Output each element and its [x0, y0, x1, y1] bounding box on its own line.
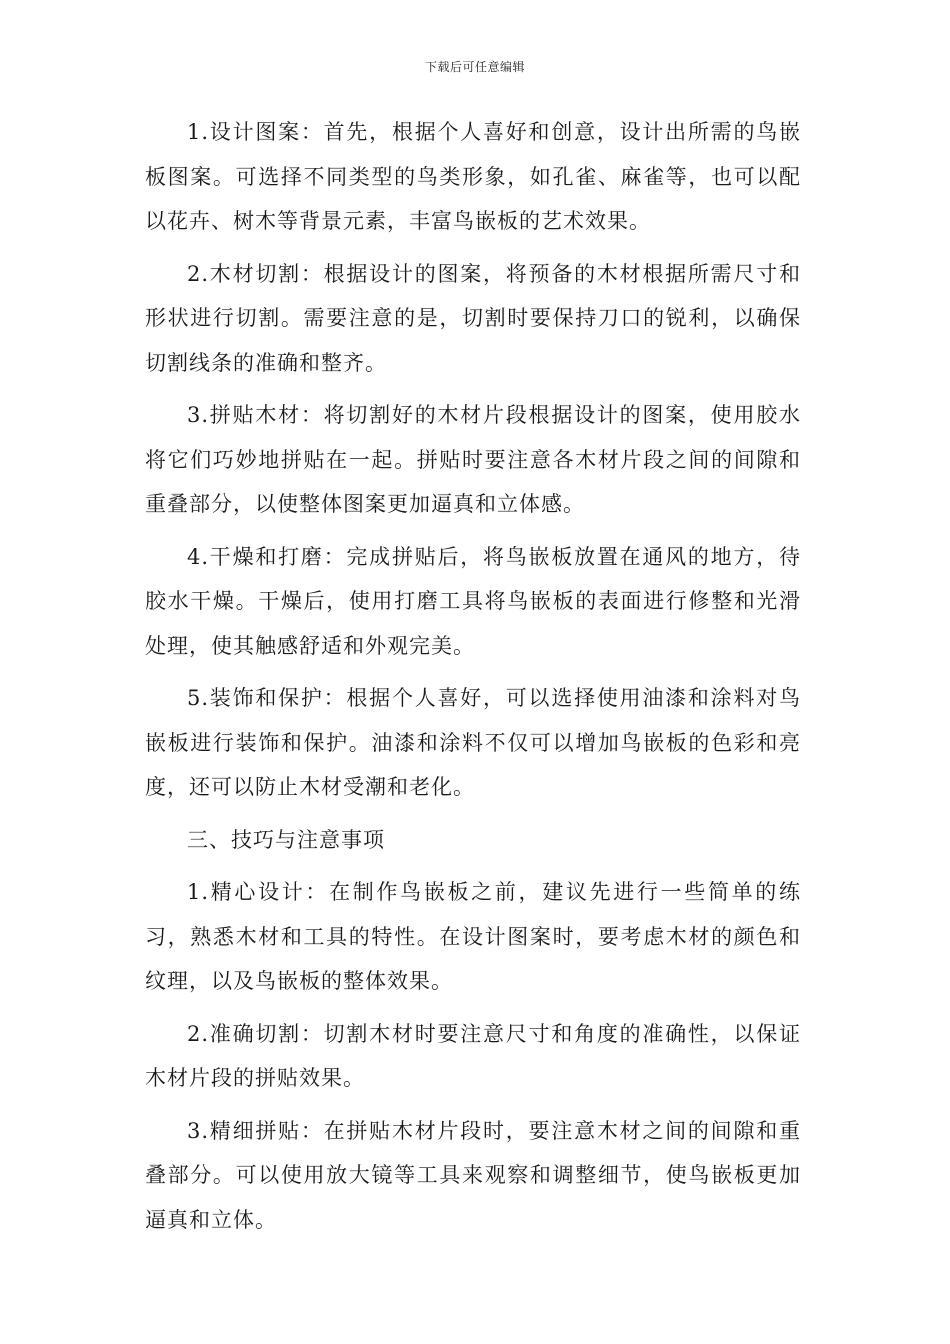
- paragraph-tip-2-cutting: 2.准确切割：切割木材时要注意尺寸和角度的准确性，以保证木材片段的拼贴效果。: [145, 1021, 801, 1090]
- paragraph-tip-3-assembly: 3.精细拼贴：在拼贴木材片段时，要注意木材之间的间隙和重叠部分。可以使用放大镜等工具来观察和调整细节，使鸟嵌板更加逼真和立体。: [145, 1118, 801, 1232]
- paragraph-step-4-drying: 4.干燥和打磨：完成拼贴后，将鸟嵌板放置在通风的地方，待胶水干燥。干燥后，使用打磨工具将鸟嵌板的表面进行修整和光滑处理，使其触感舒适和外观完美。: [145, 544, 801, 658]
- paragraph-step-3-assembly: 3.拼贴木材：将切割好的木材片段根据设计的图案，使用胶水将它们巧妙地拼贴在一起。拼贴时要注意各木材片段之间的间隙和重叠部分，以使整体图案更加逼真和立体感。: [145, 403, 801, 516]
- paragraph-step-5-finishing: 5.装饰和保护：根据个人喜好，可以选择使用油漆和涂料对鸟嵌板进行装饰和保护。油漆和涂料不仅可以增加鸟嵌板的色彩和亮度，还可以防止木材受潮和老化。: [145, 686, 801, 799]
- page-header-note: 下载后可任意编辑: [424, 60, 525, 74]
- document-body: [145, 110, 801, 1250]
- paragraph-step-2-cutting: 2.木材切割：根据设计的图案，将预备的木材根据所需尺寸和形状进行切割。需要注意的是，切割时要保持刀口的锐利，以确保切割线条的准确和整齐。: [145, 261, 801, 375]
- paragraph-tip-1-design: 1.精心设计：在制作鸟嵌板之前，建议先进行一些简单的练习，熟悉木材和工具的特性。在设计图案时，要考虑木材的颜色和纹理，以及鸟嵌板的整体效果。: [145, 880, 801, 993]
- paragraph-step-1-design: 1.设计图案：首先，根据个人喜好和创意，设计出所需的鸟嵌板图案。可选择不同类型的鸟类形象，如孔雀、麻雀等，也可以配以花卉、树木等背景元素，丰富鸟嵌板的艺术效果。: [145, 120, 801, 233]
- section-heading-tips: 三、技巧与注意事项: [187, 827, 385, 852]
